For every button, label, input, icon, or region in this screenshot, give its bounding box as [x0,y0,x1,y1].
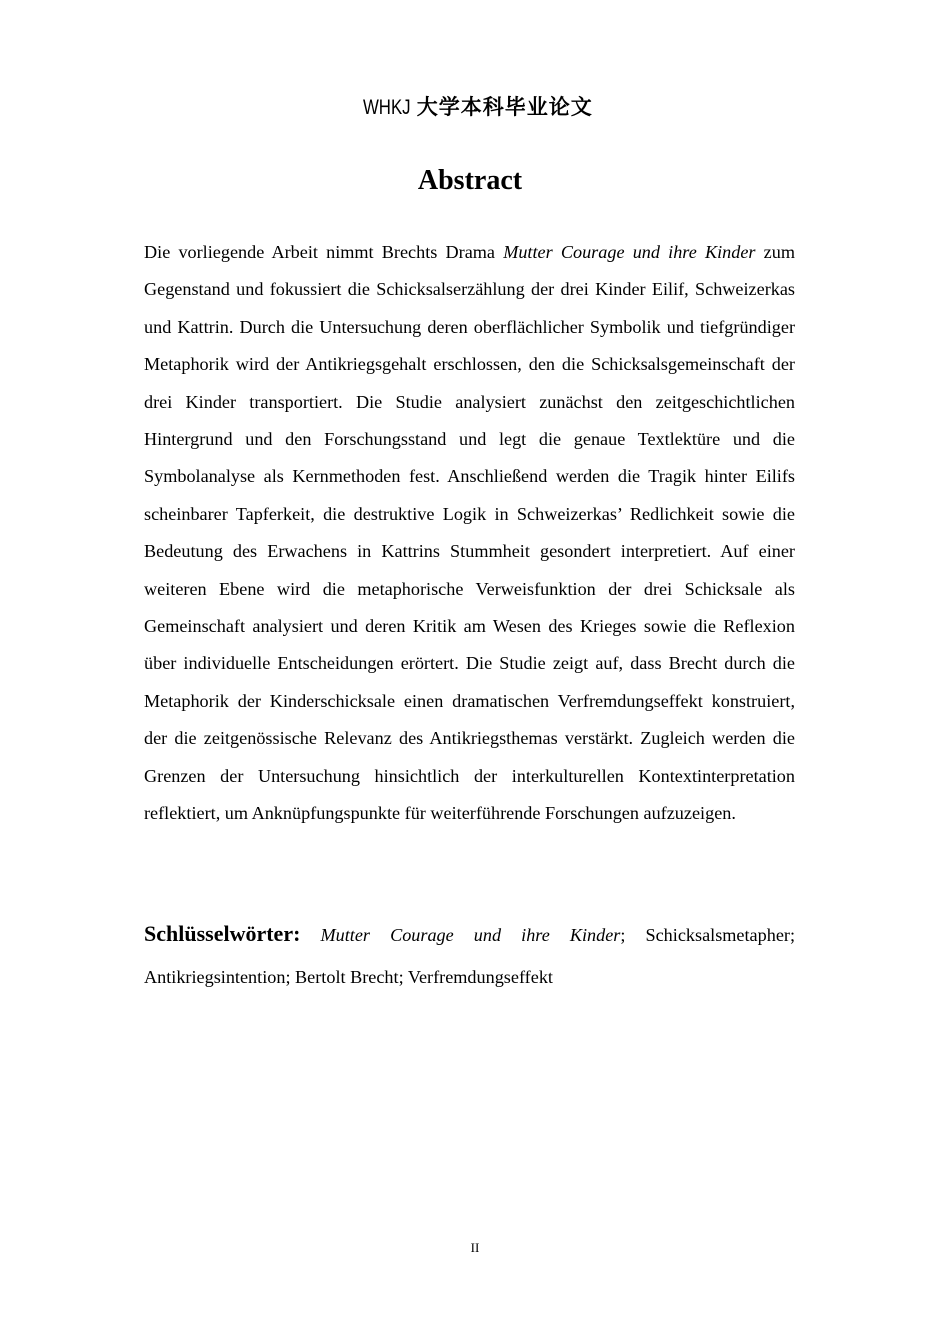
header-institution-code: WHKJ [363,96,411,119]
header-document-type: 大学本科毕业论文 [416,95,593,119]
abstract-paragraph [144,234,795,833]
abstract-work-title: Mutter Courage und ihre Kinder [503,242,756,262]
page-title: Abstract [417,165,523,196]
keywords-label: Schlüsselwörter: [144,921,301,946]
keywords-list: ; Schicksalsmetapher; Antikriegsintention; Bertolt Brecht; Verfremdungseffekt [144,925,795,987]
running-header [0,93,950,122]
abstract-body-text: zum Gegenstand und fokussiert die Schicksalserzählung der drei Kinder Eilif, Schweizerkas und Kattrin. Durch die Untersuchung deren oberflächlicher Symbolik und tiefgründiger Metaphorik wird der Antikriegsgehalt erschlossen, den die Schicksalsgemeinschaft der drei Kinder transportiert. Die Studie analysiert zunächst den zeitgeschichtlichen Hintergrund und den Forschungsstand und legt die genaue Textlektüre und die Symbolanalyse als Kernmethoden fest. Anschließend werden die Tragik hinter Eilifs scheinbarer Tapferkeit, die destruktive Logik in Schweizerkas’ Redlichkeit sowie die Bedeutung des Erwachens in Kattrins Stummheit gesondert interpretiert. Auf einer weiteren Ebene wird die metaphorische Verweisfunktion der drei Schicksale als Gemeinschaft analysiert und deren Kritik am Wesen des Krieges sowie die Reflexion über individuelle Entscheidungen erörtert. Die Studie zeigt auf, dass Brecht durch die Metaphorik der Kinderschicksale einen dramatischen Verfremdungseffekt konstruiert, der die zeitgenössische Relevanz des Antikriegsthemas verstärkt. Zugleich werden die Grenzen der Untersuchung hinsichtlich der interkulturellen Kontextinterpretation reflektiert, um Anknüpfungspunkte für weiterführende Forschungen aufzuzeigen. [144,242,795,824]
keywords-work-title: Mutter Courage und ihre Kinder [320,925,621,945]
page-number: II [470,1240,480,1255]
abstract-intro-text: Die vorliegende Arbeit nimmt Brechts Drama [144,242,504,262]
keywords-paragraph [144,913,795,998]
